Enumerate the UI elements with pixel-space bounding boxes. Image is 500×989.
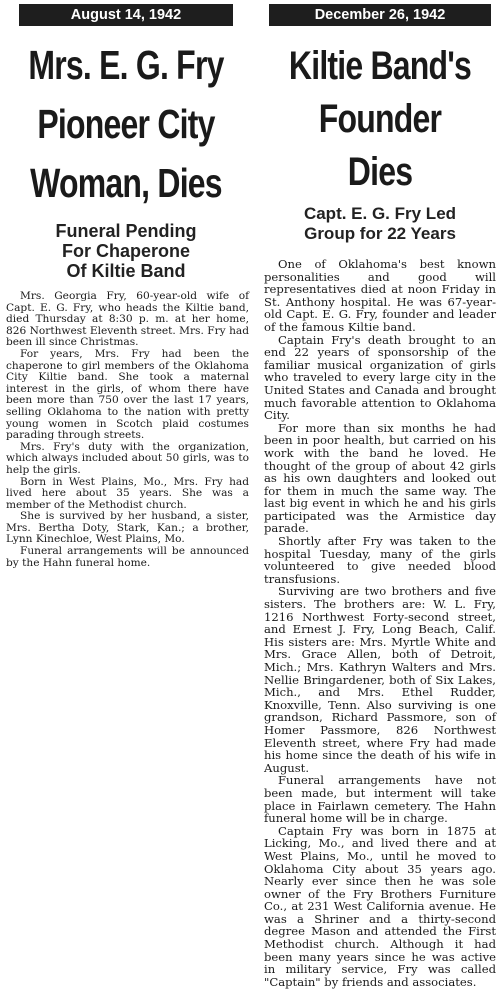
- subhead-line: Funeral Pending: [55, 221, 197, 241]
- paragraph: One of Oklahoma's best known personalities and good will representatives died at noon Friday in St. Anthony hospital. He was 67-year-old Capt. E. G. Fry, founder and leader of the famous Kiltie band.: [264, 257, 496, 334]
- subhead-line: For Chaperone: [61, 241, 190, 261]
- subhead-line: Capt. E. G. Fry Led: [303, 204, 457, 223]
- article-body: [260, 258, 500, 988]
- date-banner: December 26, 1942: [269, 4, 491, 26]
- headline-line: Kiltie Band's: [288, 44, 472, 88]
- paragraph: She is survived by her husband, a sister, Mrs. Bertha Doty, Stark, Kan.; a brother, Lynn Kinechloe, West Plains, Mo.: [6, 510, 249, 546]
- left-clipping: [0, 0, 252, 569]
- paragraph: Mrs. Fry's duty with the organization, which always included about 50 girls, was to help the girls.: [6, 440, 249, 476]
- date-banner: August 14, 1942: [19, 4, 233, 26]
- paragraph: Mrs. Georgia Fry, 60-year-old wife of Capt. E. G. Fry, who heads the Kiltie band, died Thursday at 8:30 p. m. at her home, 826 Northwest Eleventh street. Mrs. Fry had been ill since Christmas.: [6, 290, 249, 349]
- paragraph: Captain Fry's death brought to an end 22 years of sponsorship of the familiar musical organization of girls who traveled to every large city in the United States and Canada and brought much favorable attention to Oklahoma City.: [264, 332, 496, 423]
- paragraph: Surviving are two brothers and five sisters. The brothers are: W. L. Fry, 1216 Northwest Forty-second street, and Ernest J. Fry, Long Beach, Calif. His sisters are: Mrs. Myrtle White and Mrs. Grace Allen, both of Detroit, Mich.; Mrs. Kathryn Walters and Mrs. Nellie Bringardener, both of Six Lakes, Mich., and Mrs. Ethel Rudder, Knoxville, Tenn. Also surviving is one grandson, Richard Passmore, son of Homer Passmore, 826 Northwest Eleventh street, where Fry had made his home since the death of his wife in August.: [264, 584, 496, 775]
- headline-line: Founder Dies: [318, 97, 442, 194]
- subhead-line: Group for 22 Years: [304, 224, 456, 243]
- paragraph: Funeral arrangements have not been made, but interment will take place in Fairlawn cemetery. The Hahn funeral home will be in charge.: [264, 773, 496, 826]
- paragraph: For more than six months he had been in poor health, but carried on his work with the band he loved. He thought of the group of about 42 girls as his own daughters and looked out for them in much the same way. The last big event in which he and his girls participated was the Armistice day parade.: [264, 420, 496, 536]
- headline-line: Pioneer City: [37, 101, 215, 147]
- headline-line: Woman, Dies: [30, 160, 222, 206]
- subheadline: [0, 221, 252, 281]
- headline: [28, 36, 225, 213]
- headline: [284, 40, 476, 199]
- subhead-line: Of Kiltie Band: [66, 261, 186, 281]
- paragraph: Captain Fry was born in 1875 at Licking, Mo., and lived there and at West Plains, Mo., until he moved to Oklahoma City about 35 years ago. Nearly ever since then he was sole owner of the Fry Brothers Furniture Co., at 231 West California avenue. He was a Shriner and a thirty-second degree Mason and attended the First Methodist church. Although it had been many years since he was active in military service, Fry was called "Captain" by friends and associates.: [264, 823, 496, 989]
- paragraph: Funeral arrangements will be announced by the Hahn funeral home.: [6, 545, 249, 569]
- article-body: [0, 291, 252, 569]
- paragraph: Born in West Plains, Mo., Mrs. Fry had lived here about 35 years. She was a member of the Methodist church.: [6, 475, 249, 511]
- headline-line: Mrs. E. G. Fry: [28, 42, 224, 88]
- paragraph: For years, Mrs. Fry had been the chaperone to girl members of the Oklahoma City Kiltie band. She took a maternal interest in the girls, of whom there have been more than 750 over the last 17 years, selling Oklahoma to the nation with pretty young women in Scotch plaid costumes parading through streets.: [6, 347, 249, 442]
- right-clipping: [260, 0, 500, 988]
- subheadline: [260, 204, 500, 244]
- paragraph: Shortly after Fry was taken to the hospital Tuesday, many of the girls volunteered to give needed blood transfusions.: [264, 534, 496, 586]
